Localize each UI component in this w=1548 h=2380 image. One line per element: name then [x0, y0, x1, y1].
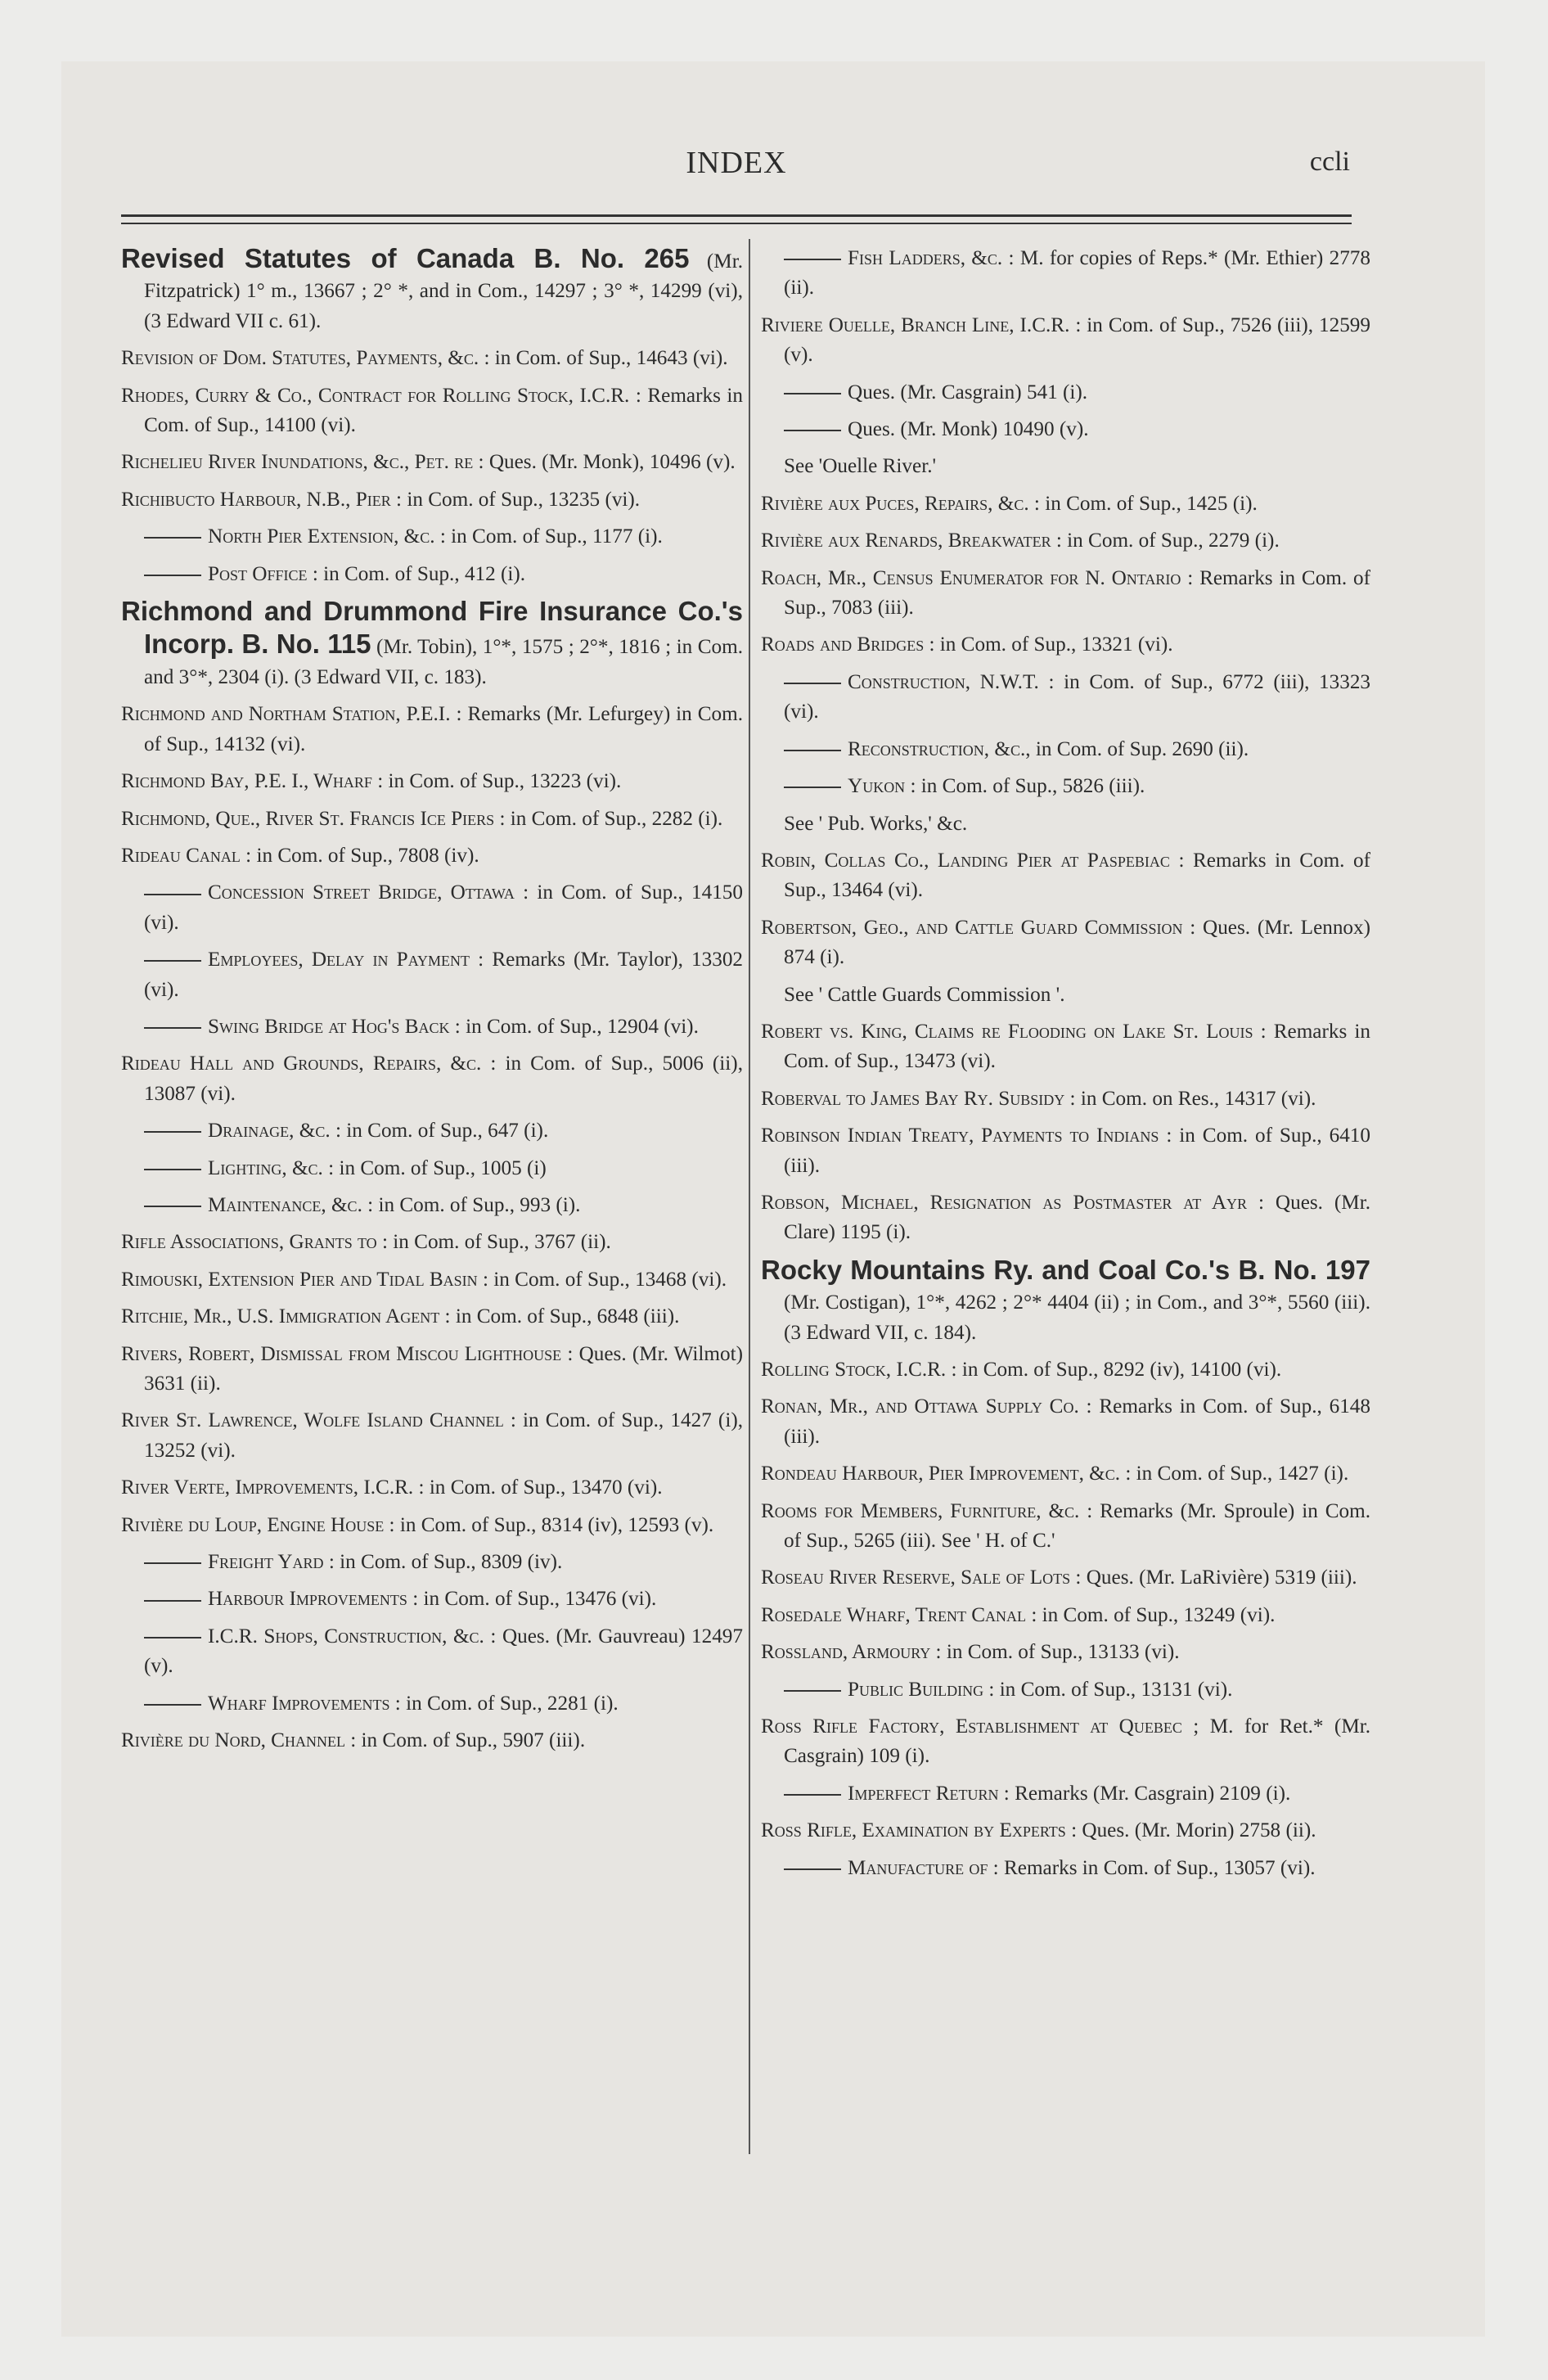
- column-divider: [749, 239, 750, 2154]
- index-entry: [121, 522, 743, 552]
- entry-reference: in Com. of Sup., 1427 (i).: [1136, 1463, 1349, 1485]
- continuation-dash: [144, 1027, 201, 1029]
- index-entry: [761, 809, 1370, 839]
- entry-heading: Robinson Indian Treaty, Payments to Indians :: [761, 1125, 1172, 1147]
- page-title: INDEX: [686, 146, 787, 180]
- entry-reference: in Com. of Sup., 7526 (iii), 12599 (v).: [784, 313, 1370, 367]
- index-entry: [761, 1084, 1370, 1114]
- index-entry: [121, 597, 743, 692]
- entry-heading: Rivière aux Renards, Breakwater :: [761, 530, 1062, 552]
- entry-heading: Roach, Mr., Census Enumerator for N. Ontario :: [761, 566, 1194, 589]
- index-entry: [121, 1511, 743, 1540]
- entry-reference: M. for copies of Reps.* (Mr. Ethier) 2778 (ii).: [784, 247, 1370, 300]
- entry-heading: Richmond and Northam Station, P.E.I. :: [121, 703, 462, 726]
- continuation-dash: [144, 1637, 201, 1639]
- index-entry: [121, 1116, 743, 1146]
- entry-heading: Robert vs. King, Claims re Flooding on Lake St. Louis :: [761, 1020, 1267, 1043]
- index-entry: [121, 841, 743, 871]
- continuation-dash: [144, 1562, 201, 1564]
- entry-heading: Richmond Bay, P.E. I., Wharf :: [121, 770, 384, 793]
- entry-heading: Riviere Ouelle, Branch Line, I.C.R. :: [761, 313, 1082, 336]
- entry-reference: in Com. of Sup., 8314 (iv), 12593 (v).: [399, 1513, 714, 1536]
- entry-heading: Rolling Stock, I.C.R. :: [761, 1359, 957, 1381]
- entry-heading: Rhodes, Curry & Co., Contract for Rolling Stock, I.C.R. :: [121, 384, 641, 407]
- entry-reference: in Com. of Sup., 993 (i).: [378, 1193, 581, 1216]
- continuation-dash: [144, 1131, 201, 1133]
- index-entry: [121, 945, 743, 1005]
- entry-reference: in Com. of Sup., 5006 (ii), 13087 (vi).: [144, 1053, 743, 1105]
- continuation-dash: [144, 1206, 201, 1207]
- entry-heading: Construction, N.W.T. :: [848, 670, 1055, 693]
- index-entry: [121, 1473, 743, 1503]
- entry-heading: Yukon :: [848, 775, 916, 798]
- entry-reference: in Com. of Sup., 12904 (vi).: [466, 1015, 699, 1038]
- entry-heading: Rooms for Members, Furniture, &c. :: [761, 1499, 1093, 1522]
- entry-reference: Ques. (Mr. Casgrain) 541 (i).: [848, 381, 1088, 403]
- entry-reference: in Com. of Sup., 13131 (vi).: [999, 1678, 1233, 1701]
- entry-heading: Rondeau Harbour, Pier Improvement, &c. :: [761, 1463, 1132, 1485]
- entry-reference: in Com. of Sup., 13223 (vi).: [388, 770, 622, 793]
- index-entry: [761, 1601, 1370, 1630]
- index-entry: [761, 452, 1370, 481]
- entry-reference: in Com. of Sup., 13470 (vi).: [429, 1476, 663, 1499]
- right-column: [761, 244, 1370, 1891]
- entry-heading: River St. Lawrence, Wolfe Island Channel :: [121, 1409, 516, 1432]
- entry-reference: See 'Ouelle River.': [784, 455, 937, 478]
- left-column: [121, 244, 743, 1763]
- index-entry: [761, 244, 1370, 304]
- index-entry: [121, 560, 743, 589]
- continuation-dash: [144, 1169, 201, 1170]
- entry-heading: Rivière du Loup, Engine House :: [121, 1513, 395, 1536]
- entry-reference: Remarks in Com. of Sup., 14100 (vi).: [144, 384, 743, 437]
- entry-reference: Remarks (Mr. Taylor), 13302 (vi).: [144, 949, 743, 1001]
- entry-heading: Rideau Canal :: [121, 844, 252, 867]
- continuation-dash: [784, 1690, 841, 1692]
- continuation-dash: [144, 960, 201, 962]
- entry-heading: Richelieu River Inundations, &c., Pet. re :: [121, 451, 484, 474]
- index-entry: [761, 1255, 1370, 1348]
- entry-reference: in Com. of Sup., 5907 (iii).: [361, 1729, 586, 1752]
- entry-heading: Revised Statutes of Canada B. No. 265: [121, 243, 690, 273]
- entry-reference: in Com. of Sup., 13235 (vi).: [407, 488, 641, 511]
- entry-heading: Maintenance, &c. :: [208, 1193, 374, 1216]
- entry-reference: in Com. of Sup., 412 (i).: [323, 562, 526, 585]
- entry-reference: in Com. of Sup., 2282 (i).: [510, 807, 723, 830]
- index-entry: [121, 1228, 743, 1257]
- entry-heading: Robin, Collas Co., Landing Pier at Paspebiac :: [761, 849, 1185, 872]
- continuation-dash: [784, 393, 841, 394]
- entry-heading: Imperfect Return :: [848, 1782, 1010, 1805]
- index-entry: [761, 1355, 1370, 1385]
- entry-heading: Drainage, &c. :: [208, 1120, 341, 1143]
- index-entry: [761, 913, 1370, 973]
- entry-reference: Ques. (Mr. Clare) 1195 (i).: [784, 1191, 1370, 1244]
- index-entry: [761, 1459, 1370, 1489]
- entry-reference: in Com. of Sup. 2690 (ii).: [1035, 737, 1249, 760]
- continuation-dash: [784, 1868, 841, 1870]
- header-rule-thick: [121, 214, 1352, 217]
- entry-heading: Harbour Improvements :: [208, 1588, 419, 1611]
- entry-heading: Revision of Dom. Statutes, Payments, &c. :: [121, 347, 490, 370]
- index-entry: [761, 415, 1370, 444]
- entry-heading: Rocky Mountains Ry. and Coal Co.'s B. No. 197: [761, 1254, 1370, 1285]
- entry-reference: Remarks (Mr. Sproule) in Com. of Sup., 5265 (iii). See ' H. of C.': [784, 1499, 1370, 1553]
- entry-heading: Fish Ladders, &c. :: [848, 247, 1015, 269]
- entry-reference: in Com. of Sup., 1427 (i), 13252 (vi).: [144, 1409, 744, 1462]
- entry-reference: Remarks in Com. of Sup., 13057 (vi).: [1003, 1856, 1316, 1879]
- entry-reference: Remarks in Com. of Sup., 7083 (iii).: [784, 566, 1371, 620]
- entry-reference: Remarks (Mr. Casgrain) 2109 (i).: [1015, 1782, 1291, 1805]
- entry-reference: in Com. of Sup., 14643 (vi).: [494, 347, 728, 370]
- entry-reference: in Com. of Sup., 1005 (i): [339, 1156, 547, 1179]
- entry-heading: Roads and Bridges :: [761, 633, 935, 656]
- entry-reference: (Mr. Fitzpatrick) 1° m., 13667 ; 2° *, and in Com., 14297 ; 3° *, 14299 (vi), (3 Edward VII c. 61).: [144, 250, 743, 332]
- index-entry: [121, 1622, 743, 1682]
- entry-heading: Freight Yard :: [208, 1551, 335, 1574]
- index-entry: [121, 485, 743, 515]
- entry-reference: Ques. (Mr. Lennox) 874 (i).: [784, 916, 1371, 969]
- entry-reference: in Com. of Sup., 8292 (iv), 14100 (vi).: [961, 1359, 1282, 1381]
- entry-reference: in Com. of Sup., 8309 (iv).: [340, 1551, 563, 1574]
- entry-heading: Roberval to James Bay Ry. Subsidy :: [761, 1087, 1076, 1110]
- index-entry: [121, 767, 743, 796]
- entry-reference: in Com. of Sup., 13476 (vi).: [423, 1588, 657, 1611]
- index-entry: [121, 448, 743, 477]
- index-entry: [761, 980, 1370, 1010]
- continuation-dash: [144, 1600, 201, 1602]
- entry-heading: Ross Rifle, Examination by Experts :: [761, 1819, 1078, 1842]
- continuation-dash: [784, 430, 841, 431]
- entry-reference: Remarks in Com. of Sup., 13464 (vi).: [784, 849, 1370, 902]
- entry-heading: Ross Rifle Factory, Establishment at Quebec ;: [761, 1715, 1199, 1738]
- index-entry: [761, 1121, 1370, 1181]
- entry-heading: Reconstruction, &c.,: [848, 737, 1031, 760]
- entry-heading: Post Office :: [208, 562, 318, 585]
- index-entry: [761, 846, 1370, 906]
- entry-heading: Wharf Improvements :: [208, 1692, 401, 1715]
- entry-heading: North Pier Extension, &c. :: [208, 525, 446, 548]
- entry-reference: in Com. of Sup., 2279 (i).: [1067, 530, 1280, 552]
- index-entry: [761, 564, 1370, 624]
- entry-heading: Rivers, Robert, Dismissal from Miscou Lighthouse :: [121, 1342, 574, 1365]
- index-entry: [761, 1712, 1370, 1772]
- index-entry: [121, 1302, 743, 1332]
- index-entry: [121, 1191, 743, 1220]
- entry-heading: Swing Bridge at Hog's Back :: [208, 1015, 461, 1038]
- index-entry: [761, 311, 1370, 371]
- header-rule-thin: [121, 223, 1352, 224]
- entry-reference: Ques. (Mr. Monk), 10496 (v).: [488, 451, 736, 474]
- continuation-dash: [144, 575, 201, 576]
- entry-reference: Ques. (Mr. LaRivière) 5319 (iii).: [1086, 1566, 1357, 1589]
- entry-reference: (Mr. Costigan), 1°*, 4262 ; 2°* 4404 (ii) ; in Com., and 3°*, 5560 (iii). (3 Edward VII, c. 184).: [784, 1291, 1370, 1344]
- entry-heading: Rivière aux Puces, Repairs, &c. :: [761, 492, 1040, 515]
- entry-heading: Rosedale Wharf, Trent Canal :: [761, 1603, 1037, 1626]
- entry-heading: Roseau River Reserve, Sale of Lots :: [761, 1566, 1082, 1589]
- entry-heading: Ritchie, Mr., U.S. Immigration Agent :: [121, 1305, 451, 1328]
- entry-reference: in Com. of Sup., 1425 (i).: [1045, 492, 1258, 515]
- entry-heading: Richibucto Harbour, N.B., Pier :: [121, 488, 403, 511]
- index-entry: [761, 1779, 1370, 1809]
- entry-reference: (Mr. Tobin), 1°*, 1575 ; 2°*, 1816 ; in Com. and 3°*, 2304 (i). (3 Edward VII, c. 183).: [144, 636, 744, 688]
- entry-heading: Concession Street Bridge, Ottawa :: [208, 881, 529, 904]
- index-entry: [121, 1726, 743, 1756]
- index-entry: [121, 1548, 743, 1577]
- index-entry: [761, 526, 1370, 556]
- index-entry: [761, 1188, 1370, 1248]
- entry-heading: Manufacture of :: [848, 1856, 999, 1879]
- entry-heading: Ronan, Mr., and Ottawa Supply Co. :: [761, 1395, 1092, 1418]
- entry-reference: in Com. of Sup., 13321 (vi).: [939, 633, 1173, 656]
- continuation-dash: [784, 683, 841, 684]
- entry-heading: Employees, Delay in Payment :: [208, 949, 484, 971]
- entry-heading: Public Building :: [848, 1678, 995, 1701]
- index-entry: [761, 1563, 1370, 1593]
- index-entry: [121, 381, 743, 441]
- index-entry: [761, 1497, 1370, 1557]
- entry-reference: Ques. (Mr. Morin) 2758 (ii).: [1082, 1819, 1316, 1842]
- index-entry: [761, 772, 1370, 801]
- continuation-dash: [784, 259, 841, 260]
- entry-heading: Robson, Michael, Resignation as Postmaster at Ayr :: [761, 1191, 1264, 1214]
- index-entry: [761, 735, 1370, 764]
- entry-reference: in Com. of Sup., 6772 (iii), 13323 (vi).: [784, 670, 1371, 723]
- entry-reference: M. for Ret.* (Mr. Casgrain) 109 (i).: [784, 1715, 1371, 1768]
- index-entry: [121, 1265, 743, 1295]
- index-entry: [761, 1854, 1370, 1883]
- continuation-dash: [144, 894, 201, 895]
- entry-heading: Rideau Hall and Grounds, Repairs, &c. :: [121, 1053, 497, 1075]
- entry-heading: River Verte, Improvements, I.C.R. :: [121, 1476, 425, 1499]
- entry-reference: in Com. of Sup., 13249 (vi).: [1042, 1603, 1276, 1626]
- entry-reference: See ' Pub. Works,' &c.: [784, 812, 968, 835]
- index-entry: [121, 805, 743, 834]
- page-number: ccli: [1309, 146, 1350, 177]
- index-entry: [761, 378, 1370, 408]
- continuation-dash: [144, 1704, 201, 1706]
- entry-reference: See ' Cattle Guards Commission '.: [784, 983, 1065, 1006]
- entry-reference: Remarks (Mr. Lefurgey) in Com. of Sup., 14132 (vi).: [144, 703, 744, 755]
- entry-reference: Ques. (Mr. Monk) 10490 (v).: [848, 418, 1089, 441]
- entry-heading: Rifle Associations, Grants to :: [121, 1231, 388, 1254]
- index-entry: [761, 489, 1370, 519]
- entry-heading: Rimouski, Extension Pier and Tidal Basin :: [121, 1268, 488, 1291]
- entry-reference: in Com. of Sup., 13468 (vi).: [493, 1268, 727, 1291]
- index-entry: [121, 1012, 743, 1042]
- index-entry: [761, 1017, 1370, 1077]
- entry-reference: in Com. of Sup., 2281 (i).: [406, 1692, 619, 1715]
- entry-heading: Richmond and Drummond Fire Insurance Co.'s Incorp. B. No. 115: [121, 596, 743, 660]
- entry-reference: in Com. of Sup., 14150 (vi).: [144, 881, 743, 934]
- entry-reference: in Com. of Sup., 6848 (iii).: [455, 1305, 680, 1328]
- entry-reference: in Com. of Sup., 13133 (vi).: [946, 1641, 1180, 1664]
- index-entry: [121, 1406, 743, 1466]
- index-entry: [121, 1340, 743, 1400]
- continuation-dash: [784, 787, 841, 788]
- index-entry: [761, 1392, 1370, 1452]
- continuation-dash: [144, 537, 201, 539]
- entry-reference: in Com. of Sup., 5826 (iii).: [920, 775, 1145, 798]
- page-header: [123, 145, 1350, 194]
- entry-reference: in Com. of Sup., 647 (i).: [346, 1120, 549, 1143]
- index-entry: [761, 668, 1370, 728]
- entry-heading: Rossland, Armoury :: [761, 1641, 942, 1664]
- entry-reference: Remarks in Com. of Sup., 6148 (iii).: [784, 1395, 1370, 1448]
- index-entry: [121, 700, 743, 760]
- index-entry: [121, 878, 743, 938]
- entry-reference: Ques. (Mr. Gauvreau) 12497 (v).: [144, 1625, 743, 1678]
- entry-heading: Rivière du Nord, Channel :: [121, 1729, 357, 1752]
- index-entry: [121, 1689, 743, 1719]
- continuation-dash: [784, 1794, 841, 1796]
- entry-reference: Remarks in Com. of Sup., 13473 (vi).: [784, 1020, 1370, 1073]
- index-entry: [761, 630, 1370, 660]
- entry-reference: Ques. (Mr. Wilmot) 3631 (ii).: [144, 1342, 744, 1395]
- index-entry: [121, 1154, 743, 1183]
- entry-reference: in Com. of Sup., 7808 (iv).: [256, 844, 479, 867]
- index-entry: [761, 1638, 1370, 1667]
- index-entry: [761, 1675, 1370, 1705]
- index-entry: [761, 1816, 1370, 1846]
- entry-reference: in Com. of Sup., 1177 (i).: [451, 525, 663, 548]
- index-entry: [121, 1584, 743, 1614]
- entry-heading: Richmond, Que., River St. Francis Ice Piers :: [121, 807, 506, 830]
- entry-reference: in Com. of Sup., 3767 (ii).: [393, 1231, 611, 1254]
- index-entry: [121, 244, 743, 336]
- continuation-dash: [784, 750, 841, 751]
- index-entry: [121, 1049, 743, 1109]
- entry-reference: in Com. of Sup., 6410 (iii).: [784, 1125, 1370, 1177]
- index-entry: [121, 344, 743, 373]
- entry-heading: I.C.R. Shops, Construction, &c. :: [208, 1625, 497, 1648]
- entry-reference: in Com. on Res., 14317 (vi).: [1080, 1087, 1316, 1110]
- entry-heading: Lighting, &c. :: [208, 1156, 335, 1179]
- entry-heading: Robertson, Geo., and Cattle Guard Commission :: [761, 916, 1196, 939]
